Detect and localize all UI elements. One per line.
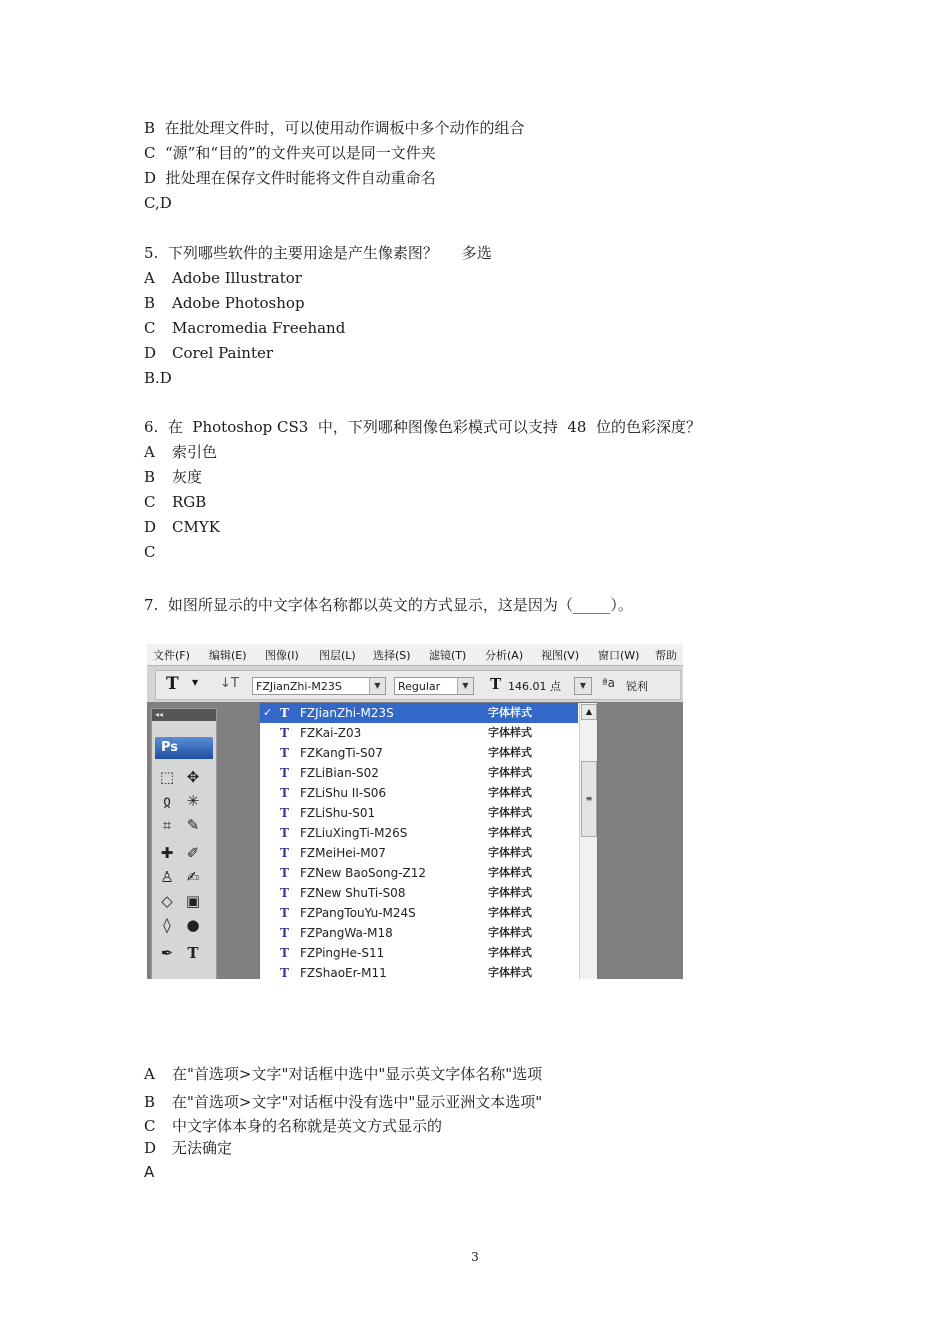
menu-file[interactable]: 文件(F) bbox=[153, 649, 190, 662]
truetype-icon: T bbox=[280, 946, 289, 960]
tools-panel bbox=[151, 708, 217, 979]
q5-question: 5. 下列哪些软件的主要用途是产生像素图？ 多选 bbox=[144, 244, 492, 262]
truetype-icon: T bbox=[280, 906, 289, 920]
font-sample: 字体样式 bbox=[488, 926, 532, 939]
font-list-item[interactable] bbox=[260, 943, 578, 963]
font-list-item[interactable] bbox=[260, 803, 578, 823]
font-list-item[interactable] bbox=[260, 743, 578, 763]
font-list-item[interactable] bbox=[260, 823, 578, 843]
truetype-icon: T bbox=[280, 926, 289, 940]
font-list-item[interactable] bbox=[260, 763, 578, 783]
truetype-icon: T bbox=[280, 886, 289, 900]
font-list-item[interactable] bbox=[260, 843, 578, 863]
options-bar bbox=[147, 666, 683, 702]
font-sample: 字体样式 bbox=[488, 786, 532, 799]
q6-option-b: B 灰度 bbox=[144, 468, 203, 486]
font-name: FZShaoEr-M11 bbox=[300, 966, 387, 979]
q7-option-d: D 无法确定 bbox=[144, 1139, 233, 1157]
q7-option-b: B 在"首选项>文字"对话框中没有选中"显示亚洲文本选项" bbox=[144, 1093, 543, 1111]
font-name: FZJianZhi-M23S bbox=[300, 706, 394, 720]
text-orientation-icon[interactable]: ↓T bbox=[220, 676, 239, 691]
font-name: FZLiBian-S02 bbox=[300, 766, 379, 780]
font-name: FZNew BaoSong-Z12 bbox=[300, 866, 427, 880]
menu-analysis[interactable]: 分析(A) bbox=[485, 649, 524, 662]
q4-option-c: C “源”和“目的”的文件夹可以是同一文件夹 bbox=[144, 144, 436, 162]
scroll-up-icon[interactable]: ▲ bbox=[581, 704, 597, 720]
lasso-tool-icon[interactable]: ჲ bbox=[163, 792, 171, 810]
font-name: FZPingHe-S11 bbox=[300, 946, 385, 960]
font-dropdown-list[interactable] bbox=[259, 702, 598, 979]
q5-answer: B.D bbox=[144, 369, 172, 387]
healing-brush-icon[interactable]: ✚ bbox=[160, 844, 174, 862]
history-brush-icon[interactable]: ✍ bbox=[186, 868, 200, 886]
font-list-item[interactable] bbox=[260, 883, 578, 903]
font-sample: 字体样式 bbox=[488, 766, 532, 779]
menu-help[interactable]: 帮助 bbox=[655, 649, 677, 662]
eraser-tool-icon[interactable]: ◇ bbox=[161, 892, 173, 910]
menu-image[interactable]: 图像(I) bbox=[265, 649, 299, 662]
q6-option-a: A 索引色 bbox=[144, 443, 218, 461]
blur-tool-icon[interactable]: ◊ bbox=[163, 916, 171, 934]
gradient-tool-icon[interactable]: ▣ bbox=[185, 892, 201, 910]
font-family-value: FZJianZhi-M23S bbox=[256, 680, 342, 693]
pen-tool-icon[interactable]: ✒ bbox=[160, 944, 174, 962]
stamp-tool-icon[interactable]: ♙ bbox=[160, 868, 174, 886]
truetype-icon: T bbox=[280, 766, 289, 780]
font-size-value[interactable]: 146.01 点 bbox=[508, 680, 561, 693]
menu-filter[interactable]: 滤镜(T) bbox=[429, 649, 467, 662]
scroll-thumb[interactable]: ≡ bbox=[581, 761, 597, 837]
font-sample: 字体样式 bbox=[488, 706, 532, 719]
q4-option-d: D 批处理在保存文件时能将文件自动重命名 bbox=[144, 169, 436, 187]
font-sample: 字体样式 bbox=[488, 746, 532, 759]
q6-option-d: D CMYK bbox=[144, 518, 220, 536]
font-sample: 字体样式 bbox=[488, 946, 532, 959]
magic-wand-icon[interactable]: ✳ bbox=[186, 792, 200, 810]
chevron-down-icon[interactable]: ▼ bbox=[369, 678, 385, 694]
brush-tool-icon[interactable]: ✐ bbox=[186, 844, 200, 862]
truetype-icon: T bbox=[280, 806, 289, 820]
truetype-icon: T bbox=[280, 846, 289, 860]
q7-question: 7. 如图所显示的中文字体名称都以英文的方式显示，这是因为（_____）。 bbox=[144, 596, 633, 614]
font-style-value: Regular bbox=[398, 680, 441, 693]
truetype-icon: T bbox=[280, 966, 289, 979]
q7-option-c: C 中文字体本身的名称就是英文方式显示的 bbox=[144, 1117, 443, 1135]
font-sample: 字体样式 bbox=[488, 966, 532, 979]
q5-option-d: D Corel Painter bbox=[144, 344, 274, 362]
text-tool-icon[interactable]: T bbox=[187, 944, 199, 962]
chevron-down-icon[interactable]: ▼ bbox=[457, 678, 473, 694]
font-name: FZPangWa-M18 bbox=[300, 926, 393, 940]
font-list-item[interactable] bbox=[260, 963, 578, 979]
menu-edit[interactable]: 编辑(E) bbox=[209, 649, 247, 662]
truetype-icon: T bbox=[280, 866, 289, 880]
checkmark-icon: ✓ bbox=[263, 706, 273, 719]
font-style-select[interactable] bbox=[394, 677, 474, 695]
font-list-item[interactable] bbox=[260, 703, 578, 723]
scrollbar[interactable] bbox=[579, 703, 597, 979]
font-name: FZLiShu-S01 bbox=[300, 806, 376, 820]
menu-view[interactable]: 视图(V) bbox=[541, 649, 580, 662]
q7-option-a: A 在"首选项>文字"对话框中选中"显示英文字体名称"选项 bbox=[144, 1065, 543, 1083]
font-name: FZLiuXingTi-M26S bbox=[300, 826, 408, 840]
q5-option-a: A Adobe Illustrator bbox=[144, 269, 302, 287]
truetype-icon: T bbox=[280, 826, 289, 840]
truetype-icon: T bbox=[280, 726, 289, 740]
dodge-tool-icon[interactable]: ● bbox=[186, 916, 200, 934]
font-name: FZLiShu II-S06 bbox=[300, 786, 387, 800]
font-list-item[interactable] bbox=[260, 783, 578, 803]
font-sample: 字体样式 bbox=[488, 846, 532, 859]
menu-window[interactable]: 窗口(W) bbox=[598, 649, 640, 662]
move-tool-icon[interactable]: ✥ bbox=[186, 768, 200, 786]
font-list-item[interactable] bbox=[260, 903, 578, 923]
q6-answer: C bbox=[144, 543, 156, 561]
font-list-item[interactable] bbox=[260, 723, 578, 743]
font-name: FZKai-Z03 bbox=[300, 726, 362, 740]
truetype-icon: T bbox=[280, 746, 289, 760]
collapse-icon[interactable]: ◂◂ bbox=[152, 709, 216, 721]
font-name: FZMeiHei-M07 bbox=[300, 846, 386, 860]
font-sample: 字体样式 bbox=[488, 906, 532, 919]
crop-tool-icon[interactable]: ⌗ bbox=[162, 816, 172, 834]
font-list-item[interactable] bbox=[260, 923, 578, 943]
font-sample: 字体样式 bbox=[488, 826, 532, 839]
font-family-select[interactable] bbox=[252, 677, 386, 695]
slice-tool-icon[interactable]: ✎ bbox=[186, 816, 200, 834]
marquee-tool-icon[interactable]: ⬚ bbox=[159, 768, 175, 786]
font-sample: 字体样式 bbox=[488, 726, 532, 739]
truetype-icon: T bbox=[280, 706, 289, 720]
chevron-down-icon[interactable]: ▼ bbox=[192, 678, 199, 687]
menu-select[interactable]: 选择(S) bbox=[373, 649, 411, 662]
font-name: FZKangTi-S07 bbox=[300, 746, 383, 760]
font-sample: 字体样式 bbox=[488, 866, 532, 879]
antialias-icon: ªa bbox=[602, 676, 616, 690]
antialias-value[interactable]: 锐利 bbox=[626, 680, 648, 693]
font-size-dropdown[interactable]: ▼ bbox=[574, 677, 592, 695]
q5-option-b: B Adobe Photoshop bbox=[144, 294, 305, 312]
menu-layer[interactable]: 图层(L) bbox=[319, 649, 356, 662]
q5-option-c: C Macromedia Freehand bbox=[144, 319, 346, 337]
q7-answer: A bbox=[144, 1163, 155, 1181]
font-sample: 字体样式 bbox=[488, 886, 532, 899]
font-name: FZPangTouYu-M24S bbox=[300, 906, 416, 920]
q4-answer: C,D bbox=[144, 194, 172, 212]
truetype-icon: T bbox=[280, 786, 289, 800]
type-tool-icon[interactable]: T bbox=[166, 674, 179, 694]
font-sample: 字体样式 bbox=[488, 806, 532, 819]
q6-question: 6. 在 Photoshop CS3 中，下列哪种图像色彩模式可以支持 48 位的色彩深度？ bbox=[144, 418, 701, 436]
font-name: FZNew ShuTi-S08 bbox=[300, 886, 406, 900]
photoshop-screenshot bbox=[147, 644, 683, 979]
font-size-icon: T bbox=[490, 675, 502, 693]
page-number: 3 bbox=[471, 1250, 479, 1264]
q4-option-b: B 在批处理文件时，可以使用动作调板中多个动作的组合 bbox=[144, 119, 525, 137]
menu-bar bbox=[147, 644, 683, 666]
ps-logo: Ps bbox=[155, 737, 213, 759]
q6-option-c: C RGB bbox=[144, 493, 207, 511]
font-list-item[interactable] bbox=[260, 863, 578, 883]
